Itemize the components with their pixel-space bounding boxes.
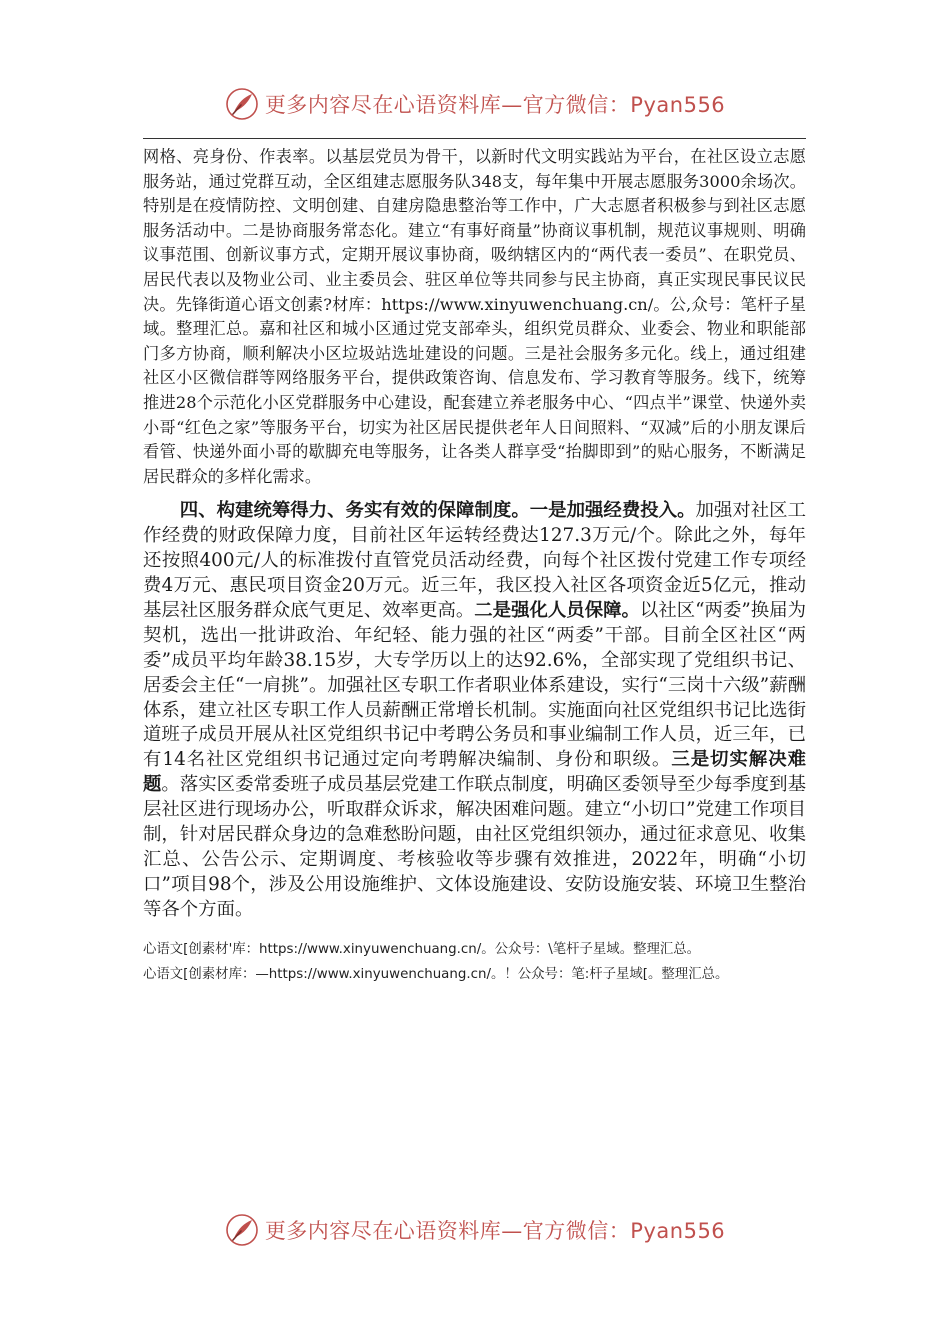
section-four-text-3: 。落实区委常委班子成员基层党建工作联点制度，明确区委领导至少每季度到基层社区进行现场办公，听取群众诉求，解决困难问题。建立“小切口”党建工作项目制，针对居民群众身边的急难愁盼问题，由社区党组织领办，通过征求意见、收集汇总、公告公示、定期调度、考核验收等步骤有效推进，2022年，明确“小切口”项目98个，涉及公用设施维护、文体设施建设、安防设施安装、环境卫生整治等各个方面。 [143, 774, 806, 920]
section-four-paragraph [143, 499, 806, 922]
page-header-watermark [0, 84, 950, 124]
section-four-text-2: 以社区“两委”换届为契机，选出一批讲政治、年纪轻、能力强的社区“两委”干部。目前全区社区“两委”成员平均年龄38.15岁，大专学历以上的达92.6%，全部实现了党组织书记、居委会主任“一肩挑”。加强社区专职工作者职业体系建设，实行“三岗十六级”薪酬体系，建立社区专职工作人员薪酬正常增长机制。实施面向社区党组织书记比选街道班子成员开展从社区党组织书记中考聘公务员和事业编制工作人员，近三年，已有14名社区党组织书记通过定向考聘解决编制、身份和职级。 [143, 599, 806, 771]
footer-brand-text: 更多内容尽在心语资料库—官方微信：Pyan556 [264, 1219, 726, 1243]
document-body [143, 145, 806, 987]
header-divider [143, 138, 806, 139]
source-notes [143, 937, 806, 987]
header-brand-text: 更多内容尽在心语资料库—官方微信：Pyan556 [264, 93, 726, 117]
source-note: 心语文[创素材'库：https://www.xinyuwenchuang.cn/。公众号：\笔杆子星域。整理汇总。 [143, 941, 701, 957]
section-four-subheading-2: 二是强化人员保障。 [474, 599, 640, 621]
page-footer-watermark [0, 1210, 950, 1250]
feather-pen-logo-icon [225, 1213, 259, 1247]
section-four-heading: 四、构建统筹得力、务实有效的保障制度。一是加强经费投入。 [179, 500, 696, 522]
feather-pen-logo-icon [225, 87, 259, 121]
body-paragraph-continued: 网格、亮身份、作表率。以基层党员为骨干，以新时代文明实践站为平台，在社区设立志愿服务站，通过党群互动，全区组建志愿服务队348支，每年集中开展志愿服务3000余场次。特别是在疫情防控、文明创建、自建房隐患整治等工作中，广大志愿者积极参与到社区志愿服务活动中。二是协商服务常态化。建立“有事好商量”协商议事机制，规范议事规则、明确议事范围、创新议事方式，定期开展议事协商，吸纳辖区内的“两代表一委员”、在职党员、居民代表以及物业公司、业主委员会、驻区单位等共同参与民主协商，真正实现民事民议民决。先锋街道心语文创素?材库：https://www.xinyuwenchuang.cn/。公,众号：笔杆子星域。整理汇总。嘉和社区和城小区通过党支部牵头，组织党员群众、业委会、物业和职能部门多方协商，顺利解决小区垃圾站选址建设的问题。三是社会服务多元化。线上，通过组建社区小区微信群等网络服务平台，提供政策咨询、信息发布、学习教育等服务。线下，统筹推进28个示范化小区党群服务中心建设，配套建立养老服务中心、“四点半”课堂、快递外卖小哥“红色之家”等服务平台，切实为社区居民提供老年人日间照料、“双减”后的小朋友课后看管、快递外面小哥的歇脚充电等服务，让各类人群享受“抬脚即到”的贴心服务，不断满足居民群众的多样化需求。 [143, 147, 806, 486]
section-four-text-1: 加强对社区工作经费的财政保障力度，目前社区年运转经费达127.3万元/个。除此之外，每年还按照400元/人的标准拨付直管党员活动经费，向每个社区拨付党建工作专项经费4万元、惠民项目资金20万元。近三年，我区投入社区各项资金近5亿元，推动基层社区服务群众底气更足、效率更高。 [143, 500, 806, 621]
source-note: 心语文[创素材库：—https://www.xinyuwenchuang.cn/。！公众号：笔:杆子星域[。整理汇总。 [143, 966, 729, 982]
section-four-subheading-3: 三是切实解决难题 [143, 749, 806, 796]
